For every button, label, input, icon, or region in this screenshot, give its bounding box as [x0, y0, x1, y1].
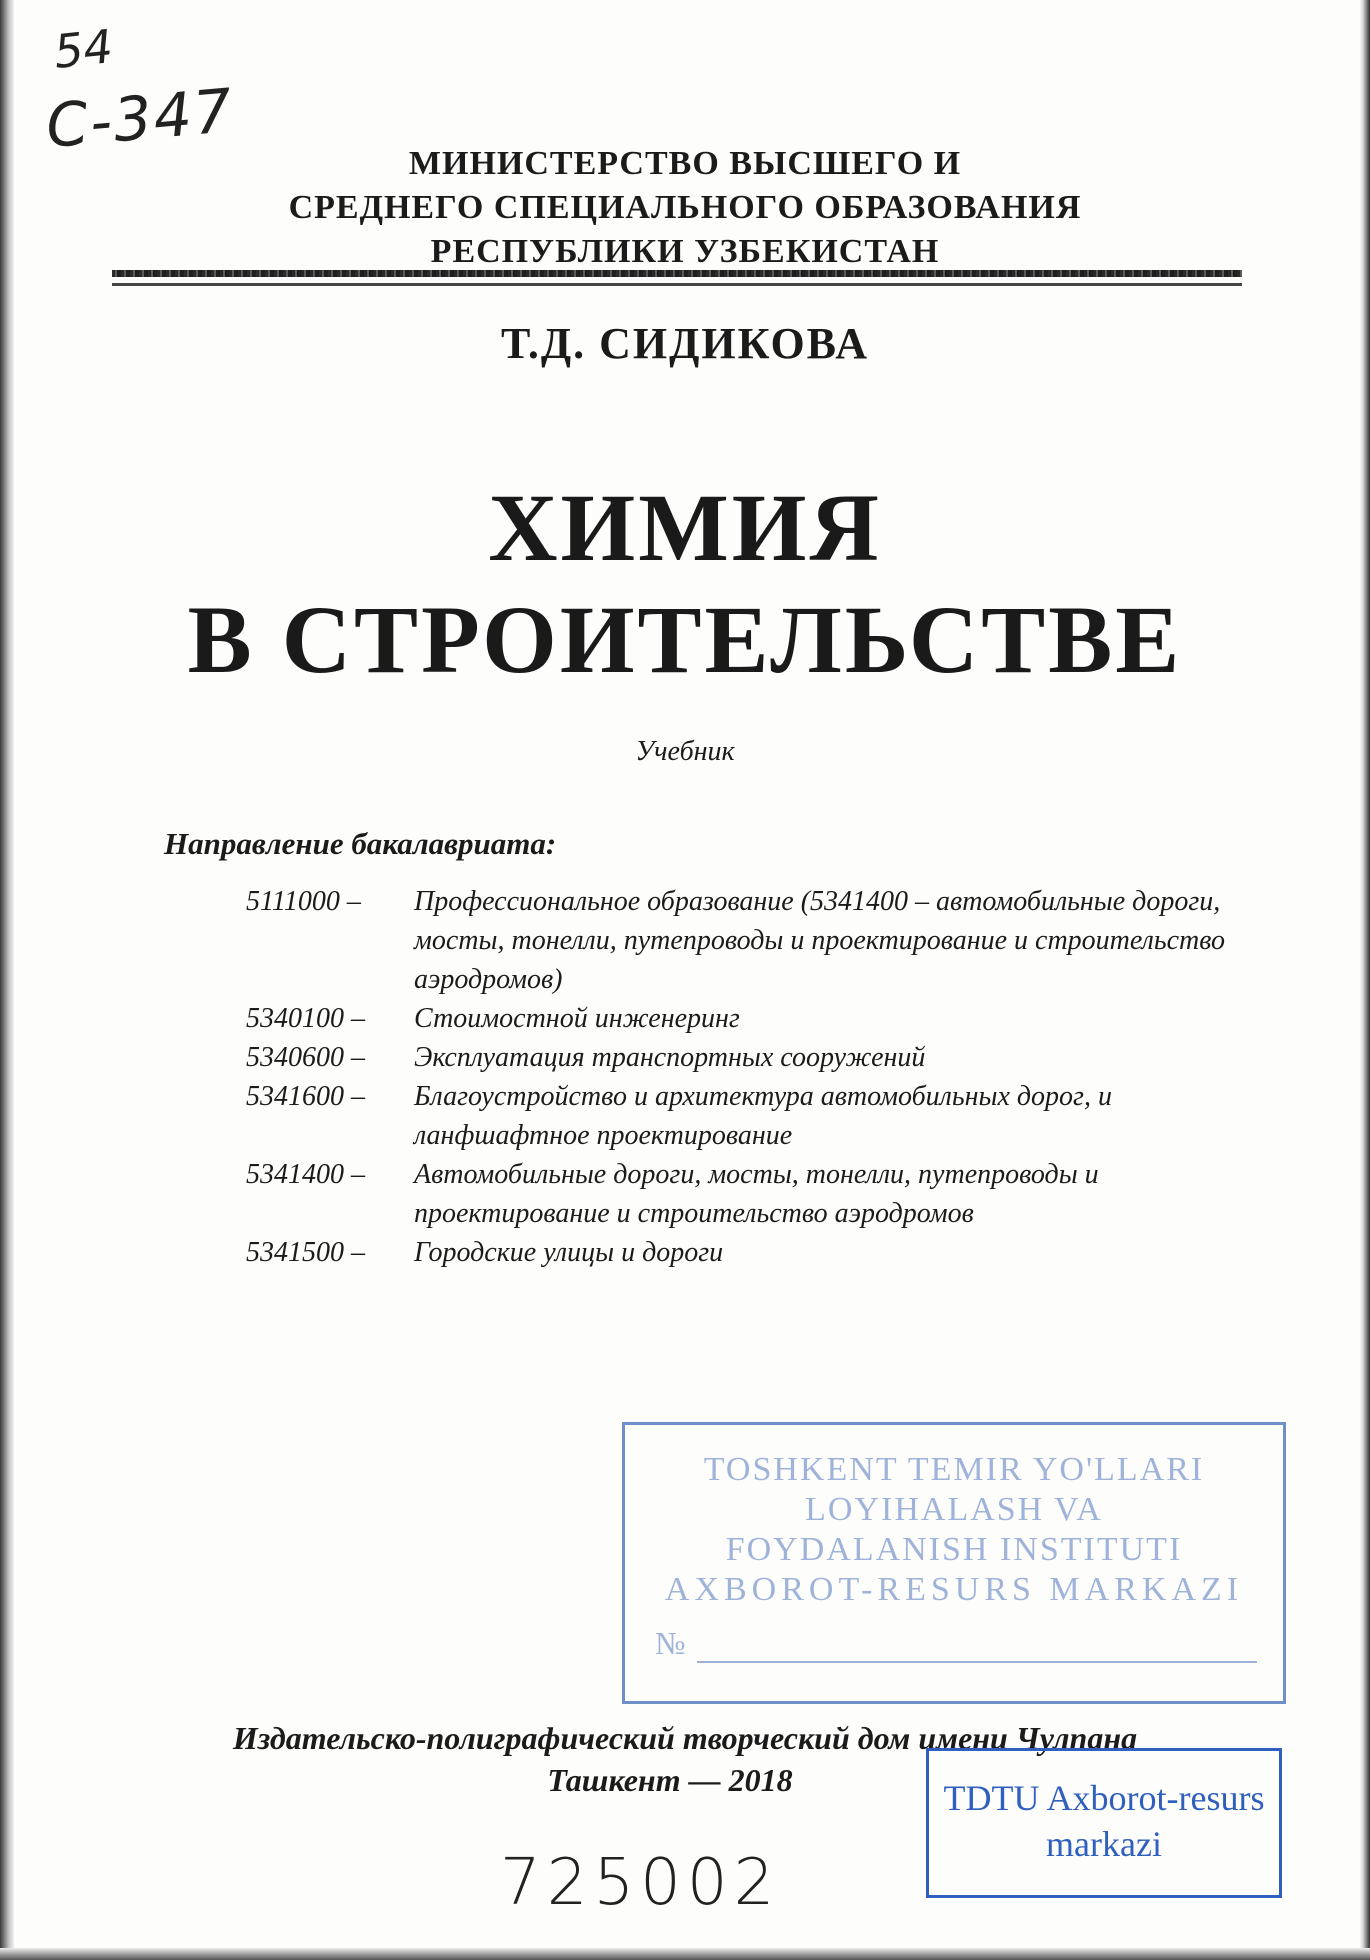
direction-text: Благоустройство и архитектура автомобильных дорог, и ланфшафтное проектирование — [414, 1081, 1112, 1151]
direction-item — [246, 882, 1246, 999]
direction-code: 5341400 – — [246, 1159, 365, 1190]
direction-text: Эксплуатация транспортных сооружений — [414, 1042, 926, 1073]
book-title-line: ХИМИЯ — [488, 474, 882, 581]
library-stamp — [622, 1422, 1286, 1704]
tdtu-stamp — [926, 1748, 1282, 1898]
ministry-header — [0, 142, 1370, 274]
tdtu-stamp-line: markazi — [1046, 1824, 1162, 1864]
book-title-line: В СТРОИТЕЛЬСТВЕ — [187, 586, 1183, 693]
scan-bottom-edge — [0, 1948, 1370, 1960]
directions-heading: Направление бакалавриата: — [164, 826, 557, 861]
header-rule-thin — [112, 283, 1242, 286]
direction-text: Городские улицы и дороги — [414, 1237, 724, 1268]
direction-code: 5341500 – — [246, 1237, 365, 1268]
direction-text: Стоимостной инженеринг — [414, 1003, 740, 1034]
direction-item — [246, 999, 1246, 1038]
book-title — [0, 472, 1370, 696]
direction-code: 5340100 – — [246, 1003, 365, 1034]
library-stamp-line: TOSHKENT TEMIR YO'LLARI — [703, 1451, 1205, 1488]
scan-right-edge — [1360, 0, 1370, 1960]
city-year: Ташкент — 2018 — [547, 1762, 793, 1798]
ministry-line: СРЕДНЕГО СПЕЦИАЛЬНОГО ОБРАЗОВАНИЯ — [288, 189, 1082, 226]
publisher-name: Издательско-полиграфический творческий дом имени Чулпана — [232, 1720, 1138, 1756]
direction-text: Профессиональное образование (5341400 – автомобильные дороги, мосты, тонелли, путепроводы и проектирование и строительство аэродромов) — [414, 886, 1226, 995]
direction-item — [246, 1155, 1246, 1233]
book-type: Учебник — [635, 736, 735, 767]
library-stamp-number-label: № — [655, 1625, 686, 1661]
header-rule-thick — [112, 270, 1242, 277]
direction-text: Автомобильные дороги, мосты, тонелли, путепроводы и проектирование и строительство аэродромов — [414, 1159, 1099, 1229]
handwritten-class-code: 54 — [51, 19, 116, 79]
ministry-line: МИНИСТЕРСТВО ВЫСШЕГО И — [408, 145, 962, 182]
author-name: Т.Д. СИДИКОВА — [500, 319, 870, 368]
tdtu-stamp-line: TDTU Axborot-resurs — [943, 1778, 1265, 1818]
scan-left-edge — [0, 0, 14, 1960]
direction-item — [246, 1077, 1246, 1155]
handwritten-inventory-number: 725002 — [500, 1846, 781, 1920]
library-stamp-line: AXBOROT-RESURS MARKAZI — [664, 1571, 1244, 1608]
direction-item — [246, 1233, 1246, 1272]
direction-code: 5111000 – — [246, 886, 361, 917]
ministry-line: РЕСПУБЛИКИ УЗБЕКИСТАН — [430, 233, 940, 270]
library-stamp-number-line — [697, 1661, 1257, 1663]
handwritten-catalog-code: С-347 — [43, 75, 237, 163]
directions-list — [246, 882, 1246, 1272]
direction-item — [246, 1038, 1246, 1077]
direction-code: 5341600 – — [246, 1081, 365, 1112]
library-stamp-line: LOYIHALASH VA — [805, 1491, 1103, 1528]
direction-code: 5340600 – — [246, 1042, 365, 1073]
library-stamp-line: FOYDALANISH INSTITUTI — [725, 1531, 1183, 1568]
